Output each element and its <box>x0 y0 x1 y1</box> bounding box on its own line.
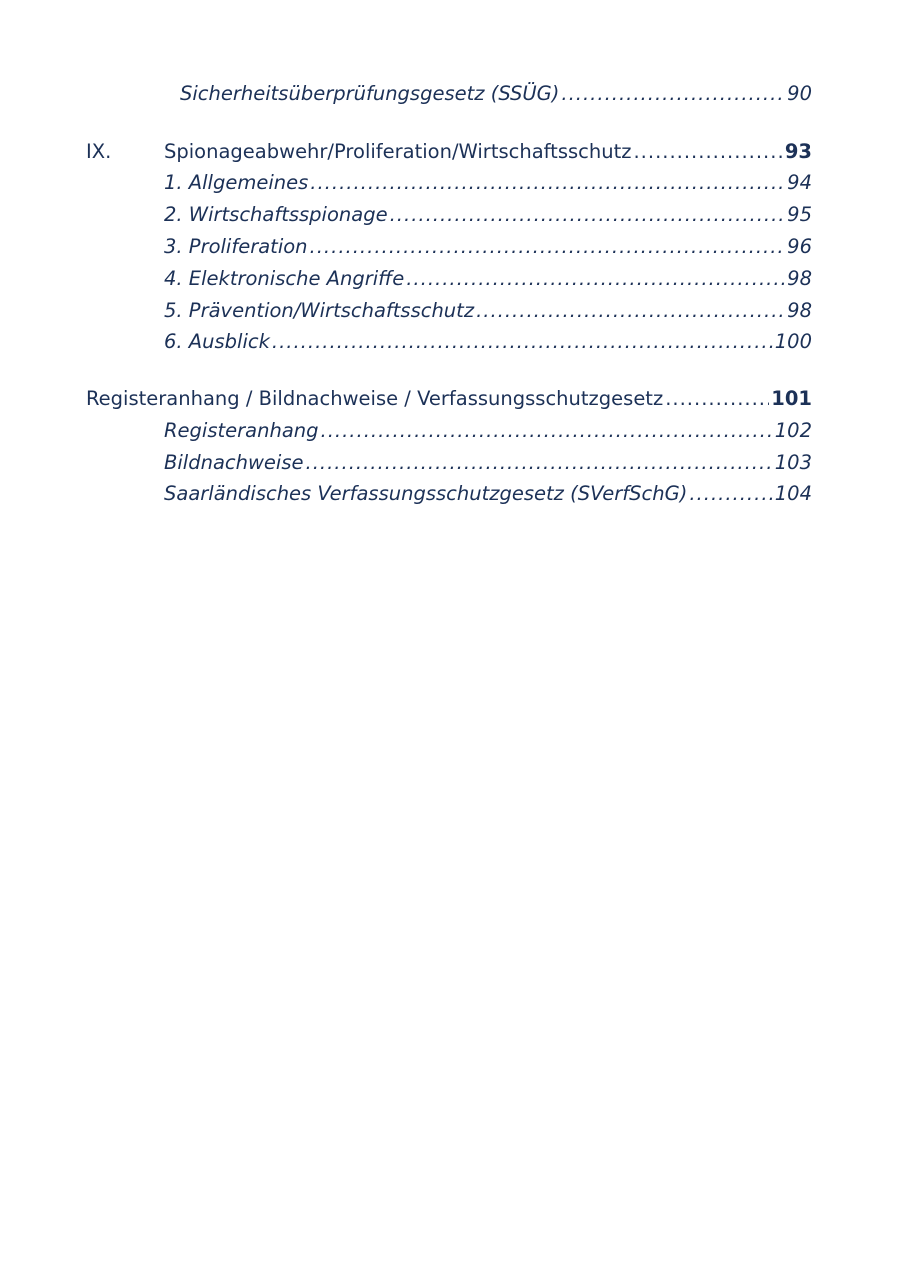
toc-entry-page: 90 <box>787 82 812 105</box>
dot-leader <box>406 267 785 290</box>
toc-section-title: Registeranhang / Bildnachweise / Verfassungsschutzgesetz <box>86 387 664 410</box>
dot-leader <box>689 482 772 505</box>
toc-section-page: 93 <box>784 140 812 163</box>
dot-leader <box>476 299 785 322</box>
toc-entry-title: 2. Wirtschaftsspionage <box>164 203 388 226</box>
toc-entry-page: 95 <box>787 203 812 226</box>
dot-leader <box>321 419 773 442</box>
toc-entry-title: Sicherheitsüberprüfungsgesetz (SSÜG) <box>180 82 560 105</box>
toc-section-title: Spionageabwehr/Proliferation/Wirtschaftsschutz <box>164 140 632 163</box>
toc-entry-page: 98 <box>787 299 812 322</box>
toc-entry-title: 3. Proliferation <box>164 235 308 258</box>
toc-entry-title: Saarländisches Verfassungsschutzgesetz (SVerfSchG) <box>164 482 688 505</box>
toc-section-page: 101 <box>771 387 812 410</box>
toc-entry-title: Registeranhang <box>164 419 319 442</box>
toc-entry-title: 5. Prävention/Wirtschaftsschutz <box>164 299 475 322</box>
toc-entry-title: 1. Allgemeines <box>164 171 309 194</box>
toc-entry-bildnachweise[interactable] <box>164 451 812 474</box>
toc-entry-elektronische-angriffe[interactable] <box>164 267 812 290</box>
toc-entry-title: Bildnachweise <box>164 451 304 474</box>
toc-entry-page: 102 <box>774 419 812 442</box>
dot-leader <box>665 387 769 410</box>
toc-entry-wirtschaftsspionage[interactable] <box>164 203 812 226</box>
toc-entry-page: 103 <box>774 451 812 474</box>
toc-entry-page: 94 <box>787 171 812 194</box>
toc-entry-proliferation[interactable] <box>164 235 812 258</box>
toc-entry-ssueg[interactable] <box>180 82 812 105</box>
toc-entry-page: 104 <box>774 482 812 505</box>
dot-leader <box>306 451 773 474</box>
dot-leader <box>561 82 785 105</box>
toc-section-ix[interactable] <box>86 140 812 163</box>
toc-entry-sverfschg[interactable] <box>164 482 812 505</box>
toc-entry-page: 100 <box>774 330 812 353</box>
dot-leader <box>310 171 785 194</box>
toc-entry-page: 96 <box>787 235 812 258</box>
dot-leader <box>272 330 773 353</box>
toc-entry-praevention[interactable] <box>164 299 812 322</box>
toc-entry-page: 98 <box>787 267 812 290</box>
toc-entry-title: 4. Elektronische Angriffe <box>164 267 405 290</box>
toc-entry-allgemeines[interactable] <box>164 171 812 194</box>
toc-entry-registeranhang[interactable] <box>164 419 812 442</box>
toc-section-appendix[interactable] <box>86 387 812 410</box>
toc-section-number: IX. <box>86 140 112 163</box>
dot-leader <box>390 203 786 226</box>
toc-entry-title: 6. Ausblick <box>164 330 270 353</box>
dot-leader <box>310 235 786 258</box>
dot-leader <box>633 140 782 163</box>
toc-entry-ausblick[interactable] <box>164 330 812 353</box>
